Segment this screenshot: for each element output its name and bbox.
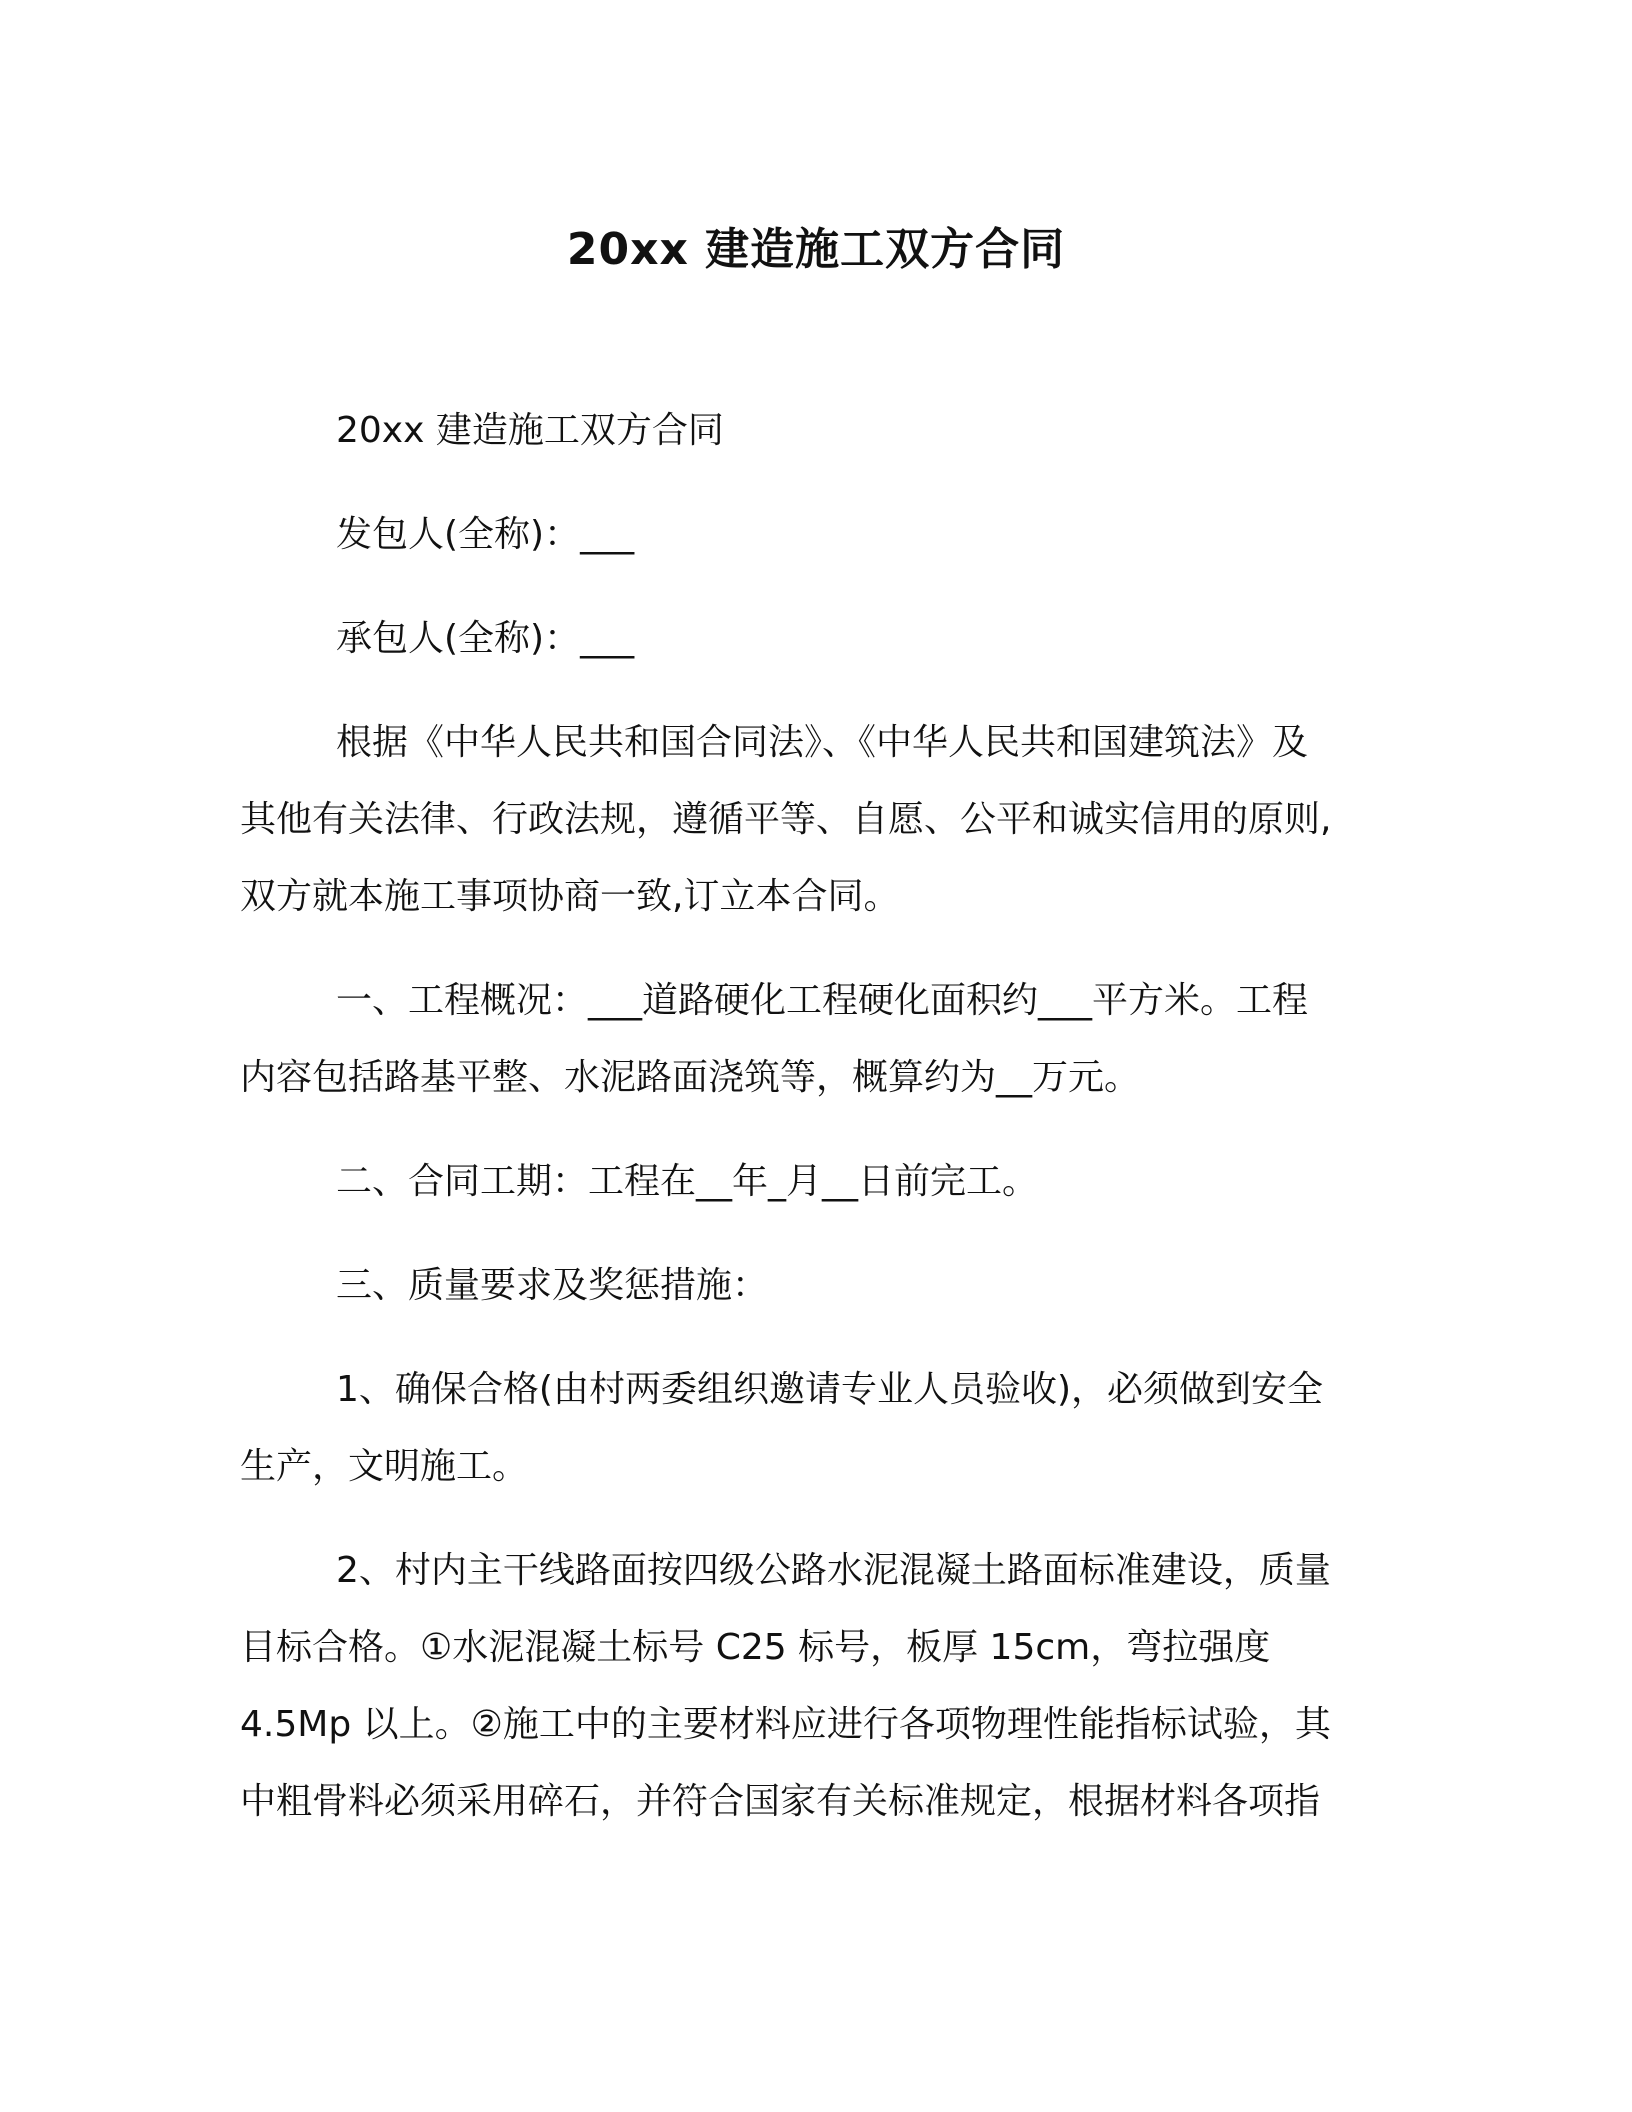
paragraph-line: 三、质量要求及奖惩措施： <box>336 1265 769 1306</box>
paragraph-line: 生产，文明施工。 <box>240 1446 529 1487</box>
paragraph-line: 2、村内主干线路面按四级公路水泥混凝土路面标准建设，质量 <box>336 1550 1331 1591</box>
subtitle-text: 20xx 建造施工双方合同 <box>336 410 724 451</box>
paragraph-line: 4.5Mp 以上。②施工中的主要材料应进行各项物理性能指标试验，其 <box>240 1704 1331 1745</box>
paragraph-line: 中粗骨料必须采用碎石，并符合国家有关标准规定，根据材料各项指 <box>240 1781 1321 1822</box>
paragraph-line: 目标合格。①水泥混凝土标号 C25 标号，板厚 15cm，弯拉强度 <box>240 1627 1271 1668</box>
document-body <box>240 392 1392 1867</box>
paragraph-project-overview <box>240 962 1392 1116</box>
paragraph-line: 1、确保合格(由村两委组织邀请专业人员验收)，必须做到安全 <box>336 1369 1323 1410</box>
subtitle-paragraph <box>240 392 1392 469</box>
paragraph-quality-heading <box>240 1247 1392 1324</box>
paragraph-contractor <box>240 600 1392 677</box>
paragraph-line: 双方就本施工事项协商一致,订立本合同。 <box>240 876 900 917</box>
paragraph-line: 其他有关法律、行政法规，遵循平等、自愿、公平和诚实信用的原则, <box>240 799 1332 840</box>
paragraph-quality-item-2 <box>240 1532 1392 1840</box>
paragraph-employer <box>240 496 1392 573</box>
paragraph-contract-period <box>240 1143 1392 1220</box>
paragraph-line: 二、合同工期：工程在__年_月__日前完工。 <box>336 1161 1039 1202</box>
paragraph-line: 一、工程概况：___道路硬化工程硬化面积约___平方米。工程 <box>336 980 1309 1021</box>
paragraph-line: 承包人(全称)：___ <box>336 618 635 659</box>
paragraph-quality-item-1 <box>240 1351 1392 1505</box>
document-title: 20xx 建造施工双方合同 <box>566 224 1066 275</box>
paragraph-line: 发包人(全称)：___ <box>336 514 635 555</box>
paragraph-line: 根据《中华人民共和国合同法》、《中华人民共和国建筑法》及 <box>336 722 1309 763</box>
paragraph-line: 内容包括路基平整、水泥路面浇筑等，概算约为__万元。 <box>240 1057 1141 1098</box>
paragraph-legal-basis <box>240 704 1392 935</box>
